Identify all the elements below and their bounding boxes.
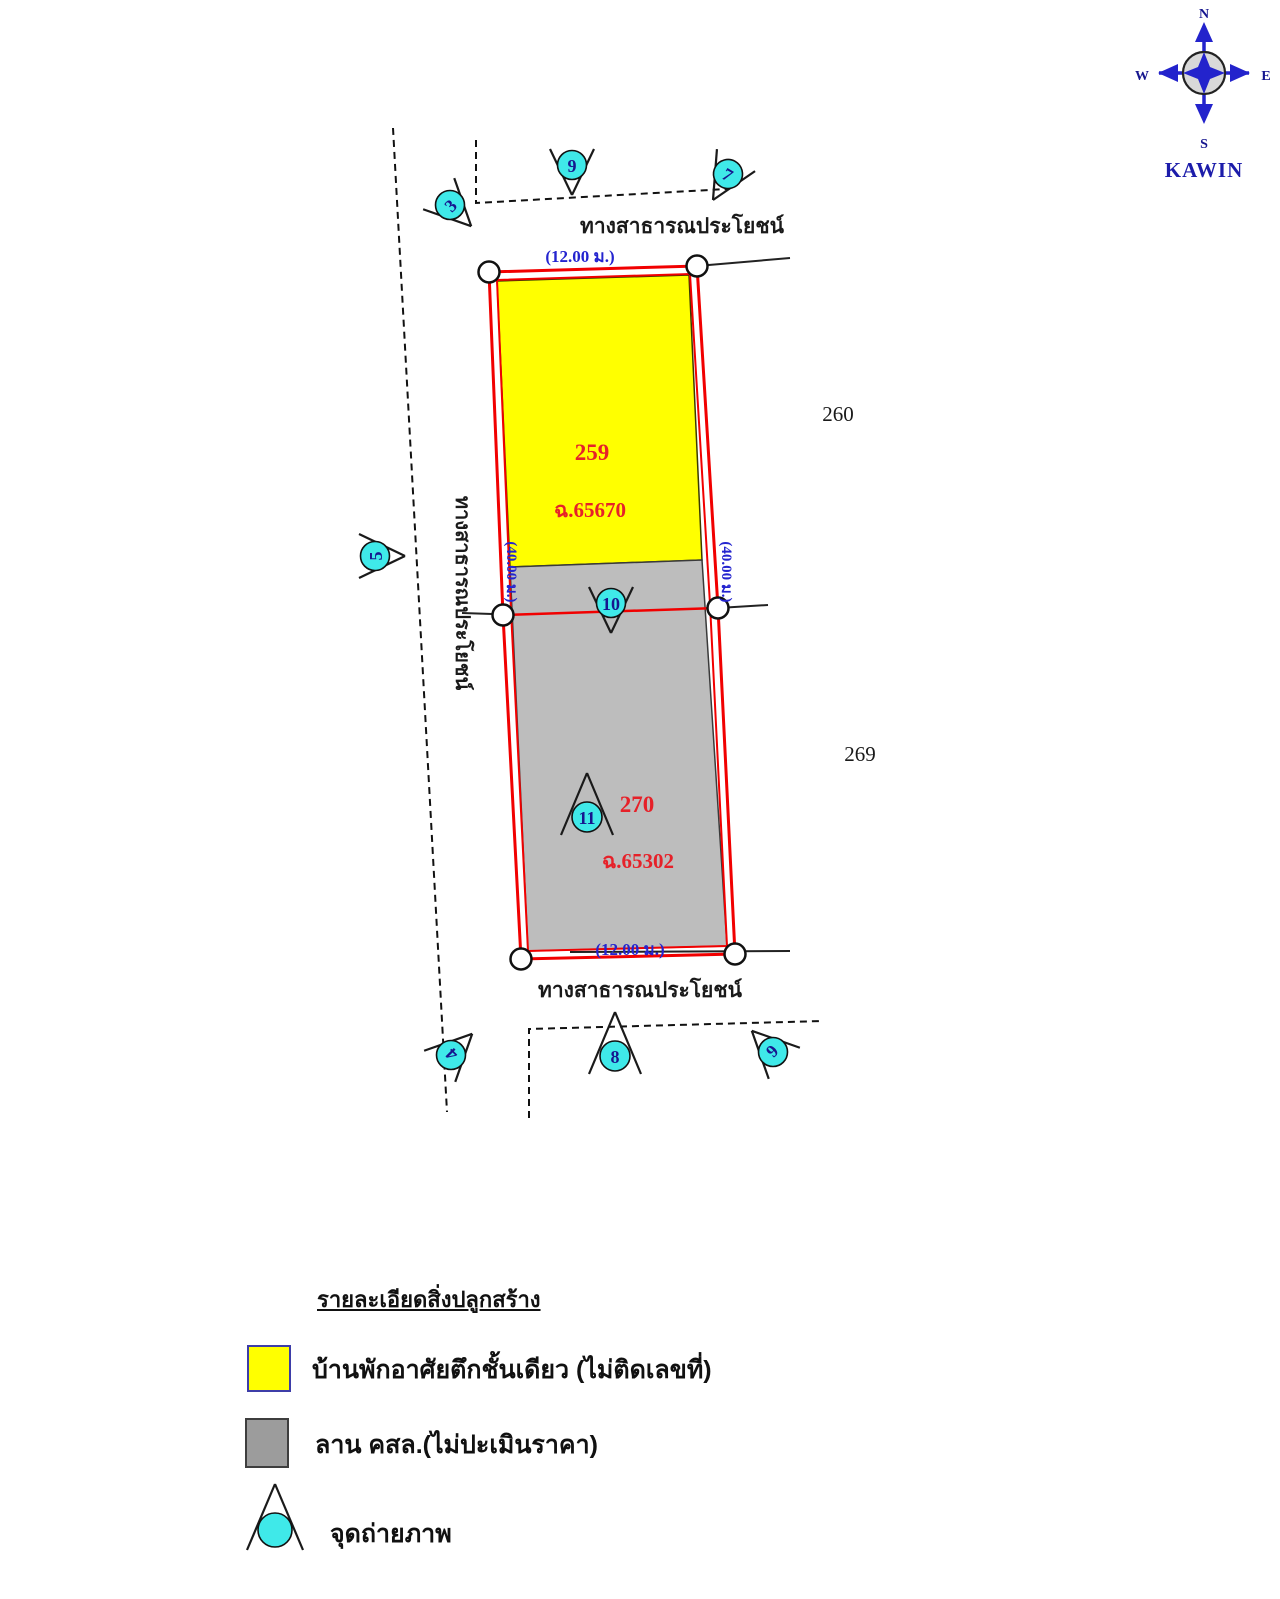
- vertex-top-left: [479, 262, 500, 283]
- west-arrowhead: [1158, 64, 1178, 82]
- top-width-dimension: (12.00 ม.): [545, 247, 615, 266]
- bottom-road-label: ทางสาธารณประโยชน์: [538, 978, 742, 1002]
- parcel-259-deed-number: ฉ.65670: [553, 498, 627, 522]
- camera-point-10: [583, 585, 639, 637]
- right-depth-dimension: (40.00 ม.): [718, 541, 734, 603]
- bottom-width-dimension: (12.00 ม.): [595, 940, 665, 959]
- compass-letter-w: W: [1135, 69, 1149, 84]
- neighbor-parcel-269: 269: [844, 742, 876, 766]
- camera-point-11-number: 11: [578, 808, 596, 828]
- camera-point-8: [585, 1010, 645, 1078]
- legend-title: รายละเอียดสิ่งปลูกสร้าง: [317, 1287, 541, 1312]
- leader-top-right: [697, 258, 790, 266]
- left-road-label: ทางสาธารณประโยชน์: [451, 495, 473, 691]
- camera-point-4: [423, 1037, 479, 1089]
- top-road-label: ทางสาธารณประโยชน์: [580, 214, 784, 238]
- vertex-bottom-right: [725, 944, 746, 965]
- neighbor-parcel-260: 260: [822, 402, 854, 426]
- camera-point-4-number: 4: [441, 1044, 462, 1065]
- legend-gray-swatch: [245, 1418, 289, 1468]
- vertex-top-right: [687, 256, 708, 277]
- compass-letter-n: N: [1198, 7, 1210, 22]
- parcel-259-number: 259: [574, 440, 610, 465]
- surveyor-brand: KAWIN: [1164, 158, 1244, 182]
- parcel-270-number: 270: [619, 792, 655, 817]
- east-arrowhead: [1230, 64, 1250, 82]
- camera-point-3-number: 3: [440, 195, 461, 216]
- legend-yellow-swatch: [247, 1345, 291, 1392]
- left-road-edge-line: [393, 128, 447, 1112]
- compass-letter-e: E: [1261, 69, 1271, 84]
- legend-camera-symbol: [243, 1482, 307, 1554]
- top-road-edge-line: [476, 140, 727, 203]
- compass-rose: [1128, 2, 1280, 152]
- north-arrowhead: [1195, 22, 1213, 42]
- camera-point-9-number: 9: [567, 156, 577, 176]
- legend-item-camera-label: จุดถ่ายภาพ: [330, 1520, 452, 1548]
- camera-point-10-number: 10: [602, 594, 620, 614]
- camera-point-3: [422, 187, 478, 239]
- legend-item-yard-label: ลาน คสล.(ไม่ปะเมินราคา): [315, 1431, 598, 1459]
- left-depth-dimension: (40.00 ม.): [503, 541, 519, 603]
- legend-item-building-label: บ้านพักอาศัยตึกชั้นเดียว (ไม่ติดเลขที่): [312, 1356, 712, 1384]
- camera-point-5: [347, 538, 403, 590]
- camera-point-5-number: 5: [366, 551, 386, 561]
- camera-point-7: [700, 156, 756, 208]
- parcel-270-deed-number: ฉ.65302: [601, 849, 675, 873]
- camera-point-6-number: 6: [762, 1041, 783, 1062]
- vertex-bottom-left: [511, 949, 532, 970]
- camera-point-9: [544, 147, 600, 199]
- camera-point-7-number: 7: [718, 163, 737, 186]
- camera-point-6: [745, 1034, 801, 1086]
- camera-point-8-number: 8: [610, 1047, 620, 1067]
- south-arrowhead: [1195, 104, 1213, 124]
- compass-letter-s: S: [1200, 137, 1208, 152]
